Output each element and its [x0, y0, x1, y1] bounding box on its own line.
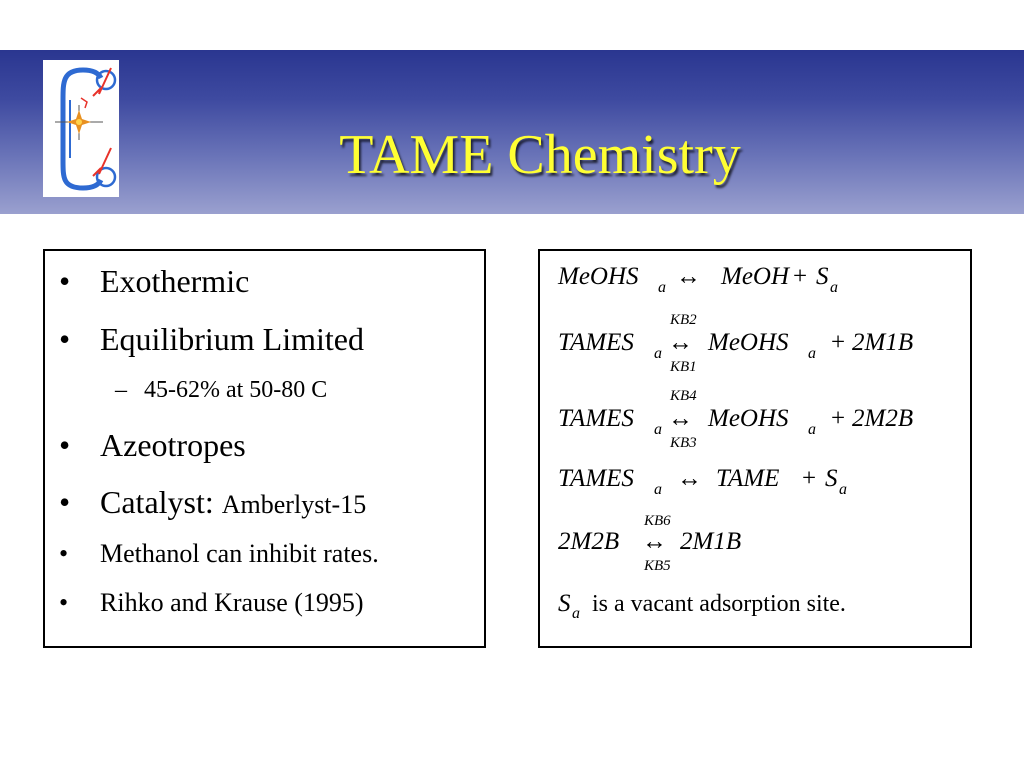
eq2-plus: + — [831, 329, 846, 356]
eq1-arrow: ↔ — [676, 263, 701, 290]
bullet-item — [45, 586, 484, 620]
bullet-marker: • — [59, 321, 71, 357]
bullet-list-box — [43, 249, 486, 648]
note-symbol: S — [558, 590, 571, 617]
bullet-text — [100, 482, 366, 525]
eq2-rhs2: 2M1B — [852, 329, 914, 356]
bullet-text: Azeotropes — [100, 427, 246, 463]
eq4-lhs-sub: a — [654, 481, 662, 498]
bullet-text: Rihko and Krause (1995) — [100, 588, 364, 617]
eq2-rhs1-sub: a — [808, 345, 816, 362]
eq4-rhs1: TAME — [716, 465, 780, 492]
equation-2 — [558, 312, 913, 375]
eq1-lhs-sub: a — [658, 279, 666, 296]
top-margin — [0, 0, 1024, 50]
note-symbol-sub: a — [572, 605, 580, 622]
reaction-equations-box — [538, 249, 972, 648]
sub-bullet-marker: – — [115, 377, 127, 403]
eq2-lhs: TAMES — [558, 329, 634, 356]
logo-graphic — [43, 60, 119, 197]
eq4-rhs2: S — [825, 465, 838, 492]
catalyst-name: Amberlyst-15 — [221, 490, 367, 519]
bullet-marker: • — [59, 484, 71, 520]
eq5-arrow: ↔ — [642, 528, 667, 555]
eq4-lhs: TAMES — [558, 465, 634, 492]
bullet-marker: • — [59, 539, 69, 568]
eq1-rhs2-sub: a — [830, 279, 838, 296]
equation-3 — [558, 388, 913, 451]
bullet-text: Methanol can inhibit rates. — [100, 539, 379, 568]
bullet-item — [45, 537, 484, 571]
bullet-item — [45, 319, 484, 359]
eq5-lhs: 2M2B — [558, 528, 620, 555]
eq3-arrow: ↔ — [668, 405, 693, 432]
eq3-plus: + — [831, 405, 846, 432]
eq1-rhs1: MeOH — [721, 263, 790, 290]
sub-bullet-item — [45, 374, 484, 406]
eq2-below: KB1 — [670, 359, 697, 375]
equation-5 — [558, 513, 741, 574]
eq4-plus: + — [802, 465, 817, 492]
bullet-text: Exothermic — [100, 263, 250, 299]
eq2-lhs-sub: a — [654, 345, 662, 362]
eq1-rhs2: S — [816, 263, 829, 290]
eq3-rhs2: 2M2B — [852, 405, 914, 432]
eq3-above: KB4 — [670, 388, 697, 404]
eq1-lhs: MeOHS — [558, 263, 639, 290]
eq4-arrow: ↔ — [677, 465, 702, 492]
adsorption-site-note — [558, 590, 846, 622]
eq5-above: KB6 — [644, 513, 671, 529]
equation-4 — [558, 465, 847, 498]
equation-1 — [557, 263, 838, 296]
bullet-marker: • — [59, 263, 71, 299]
eq2-arrow: ↔ — [668, 329, 693, 356]
equations-graphic — [540, 251, 970, 646]
bullet-item — [45, 482, 484, 522]
eq1-plus: + — [793, 263, 808, 290]
slide-title: TAME Chemistry — [339, 124, 741, 186]
eq3-lhs-sub: a — [654, 421, 662, 438]
catalyst-label: Catalyst: — [100, 484, 222, 520]
distillation-column-logo — [43, 60, 119, 197]
eq5-rhs: 2M1B — [680, 528, 742, 555]
bullet-marker: • — [59, 427, 71, 463]
eq4-rhs2-sub: a — [839, 481, 847, 498]
eq2-rhs1: MeOHS — [708, 329, 789, 356]
eq3-rhs1: MeOHS — [708, 405, 789, 432]
bullet-text: Equilibrium Limited — [100, 321, 364, 357]
sub-bullet-text: 45-62% at 50-80 C — [144, 377, 328, 403]
bullet-marker: • — [59, 588, 69, 617]
eq3-lhs: TAMES — [558, 405, 634, 432]
bullet-item — [45, 425, 484, 465]
bullet-item — [45, 261, 484, 301]
eq3-rhs1-sub: a — [808, 421, 816, 438]
note-text: is a vacant adsorption site. — [592, 591, 846, 617]
eq5-below: KB5 — [644, 558, 671, 574]
eq2-above: KB2 — [670, 312, 697, 328]
eq3-below: KB3 — [670, 435, 697, 451]
